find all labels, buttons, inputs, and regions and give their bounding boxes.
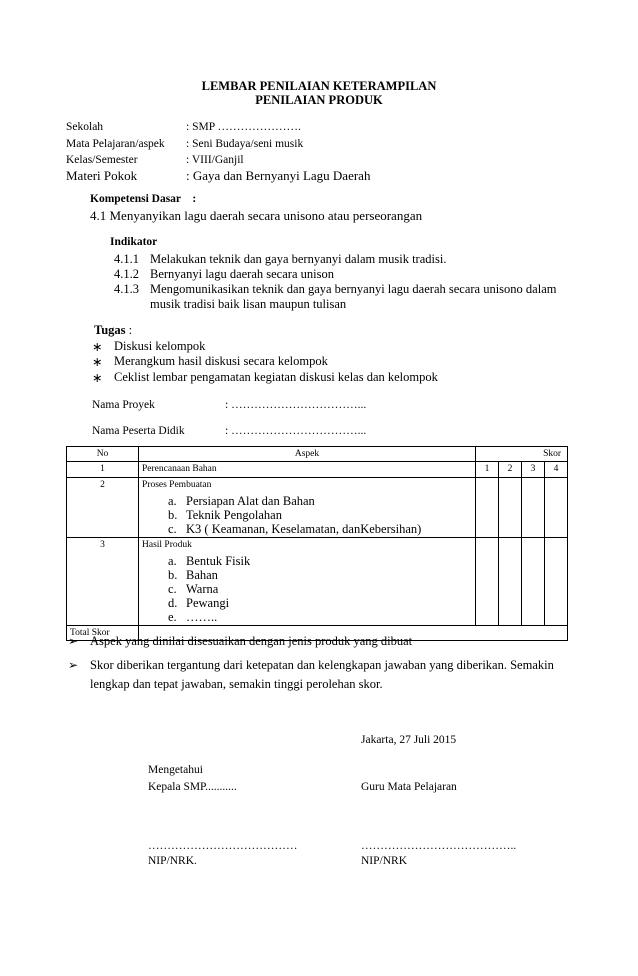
table-header-row <box>67 447 568 462</box>
identity-label-materi: Materi Pokok <box>66 168 138 183</box>
sub-text: Persiapan Alat dan Bahan <box>186 494 315 508</box>
title-line2: PENILAIAN PRODUK <box>255 93 383 107</box>
table-row <box>67 538 568 626</box>
field-label-peserta: Nama Peserta Didik <box>92 425 185 437</box>
note-2-cont: lengkap dan tepat jawaban, semakin tinggi perolehan skor. <box>90 677 383 691</box>
table-row <box>67 478 568 538</box>
sub-item <box>168 568 472 582</box>
score-cell[interactable] <box>476 538 499 626</box>
score-cell[interactable] <box>499 478 522 538</box>
field-label-proyek: Nama Proyek <box>92 399 155 411</box>
sub-text: Bentuk Fisik <box>186 554 251 568</box>
left-nip: NIP/NRK. <box>148 855 197 867</box>
guru-label: Guru Mata Pelajaran <box>361 781 457 793</box>
tugas-bullet-3: ∗ <box>92 371 103 385</box>
mengetahui-label: Mengetahui <box>148 764 203 776</box>
tugas-bullet-1: ∗ <box>92 340 103 354</box>
sub-letter: c. <box>168 582 177 596</box>
sub-letter: a. <box>168 554 177 568</box>
score-cell[interactable] <box>522 538 545 626</box>
sub-text: K3 ( Keamanan, Keselamatan, danKebersihan) <box>186 522 422 536</box>
score-col-2: 2 <box>499 462 522 478</box>
tugas-item-2: Merangkum hasil diskusi secara kelompok <box>114 354 328 368</box>
field-value-peserta: : ……………………………... <box>225 425 367 437</box>
kepala-label: Kepala SMP........... <box>148 781 237 793</box>
header-skor: Skor <box>476 447 568 462</box>
right-nip: NIP/NRK <box>361 855 408 867</box>
row-aspek-cell <box>139 478 476 538</box>
header-aspek: Aspek <box>139 447 476 462</box>
sub-text: Teknik Pengolahan <box>186 508 282 522</box>
sub-letter: d. <box>168 596 178 610</box>
arrow-icon: ➢ <box>68 658 79 672</box>
row-aspek: Perencanaan Bahan <box>139 462 476 478</box>
tugas-item-3: Ceklist lembar pengamatan kegiatan diskusi kelas dan kelompok <box>114 370 438 384</box>
score-table <box>66 446 568 641</box>
sub-text: Warna <box>186 582 219 596</box>
row-no: 1 <box>67 462 139 478</box>
table-row <box>67 462 568 478</box>
indikator-heading: Indikator <box>110 236 158 248</box>
sub-letter: b. <box>168 508 178 522</box>
kompetensi-heading: Kompetensi Dasar : <box>90 193 197 205</box>
place-date: Jakarta, 27 Juli 2015 <box>361 734 457 746</box>
identity-value-materi: : Gaya dan Bernyanyi Lagu Daerah <box>186 168 371 183</box>
row-aspek: Proses Pembuatan <box>142 480 212 490</box>
left-signature-line: ………………………………… <box>148 840 298 852</box>
tugas-heading-colon: : <box>125 323 133 337</box>
row-no: 2 <box>67 478 139 538</box>
indikator-text-3: Mengomunikasikan teknik dan gaya bernyanyi lagu daerah secara unisono dalam <box>150 282 557 296</box>
score-cell[interactable] <box>522 478 545 538</box>
identity-value-sekolah: : SMP …………………. <box>186 121 301 133</box>
indikator-num-1: 4.1.1 <box>114 252 139 266</box>
identity-value-mapel: : Seni Budaya/seni musik <box>186 138 304 150</box>
kompetensi-item: 4.1 Menyanyikan lagu daerah secara unisono atau perseorangan <box>90 208 423 223</box>
score-cell[interactable] <box>545 538 568 626</box>
sub-text: Pewangi <box>186 596 230 610</box>
sub-item <box>168 582 472 596</box>
sub-letter: a. <box>168 494 177 508</box>
field-value-proyek: : ……………………………... <box>225 399 367 411</box>
identity-label-kelas: Kelas/Semester <box>66 154 138 166</box>
tugas-item-1: Diskusi kelompok <box>114 339 206 353</box>
sub-letter: c. <box>168 522 177 536</box>
identity-label-sekolah: Sekolah <box>66 121 104 133</box>
tugas-bullet-2: ∗ <box>92 355 103 369</box>
header-no: No <box>67 447 139 462</box>
sub-item <box>168 554 472 568</box>
tugas-heading-label: Tugas <box>94 323 126 337</box>
row-aspek: Hasil Produk <box>142 540 192 550</box>
title-line1: LEMBAR PENILAIAN KETERAMPILAN <box>201 79 437 93</box>
note-2: Skor diberikan tergantung dari ketepatan dan kelengkapan jawaban yang diberikan. Semakin <box>90 658 554 672</box>
sub-item <box>168 494 472 508</box>
score-cell[interactable] <box>545 478 568 538</box>
row-aspek-cell <box>139 538 476 626</box>
sub-letter: e. <box>168 610 177 624</box>
indikator-num-2: 4.1.2 <box>114 267 139 281</box>
sub-item <box>168 522 472 536</box>
row-no: 3 <box>67 538 139 626</box>
note-1: Aspek yang dinilai disesuaikan dengan jenis produk yang dibuat <box>90 634 413 648</box>
score-col-1: 1 <box>476 462 499 478</box>
tugas-heading <box>94 323 132 338</box>
sub-item <box>168 610 472 624</box>
identity-label-mapel: Mata Pelajaran/aspek <box>66 138 165 150</box>
score-col-4: 4 <box>545 462 568 478</box>
sub-item <box>168 508 472 522</box>
total-label: Total Skor <box>67 626 139 641</box>
sub-text: …….. <box>186 610 218 624</box>
indikator-text-1: Melakukan teknik dan gaya bernyanyi dalam musik tradisi. <box>150 252 447 266</box>
identity-value-kelas: : VIII/Ganjil <box>186 154 244 166</box>
sub-text: Bahan <box>186 568 218 582</box>
indikator-text-2: Bernyanyi lagu daerah secara unison <box>150 267 334 281</box>
score-col-3: 3 <box>522 462 545 478</box>
sub-item <box>168 596 472 610</box>
sub-letter: b. <box>168 568 178 582</box>
arrow-icon: ➢ <box>68 634 79 648</box>
indikator-num-3: 4.1.3 <box>114 282 139 296</box>
right-signature-line: ………………………………….. <box>361 840 517 852</box>
indikator-text-3-cont: musik tradisi baik lisan maupun tulisan <box>150 297 347 311</box>
score-cell[interactable] <box>499 538 522 626</box>
score-cell[interactable] <box>476 478 499 538</box>
